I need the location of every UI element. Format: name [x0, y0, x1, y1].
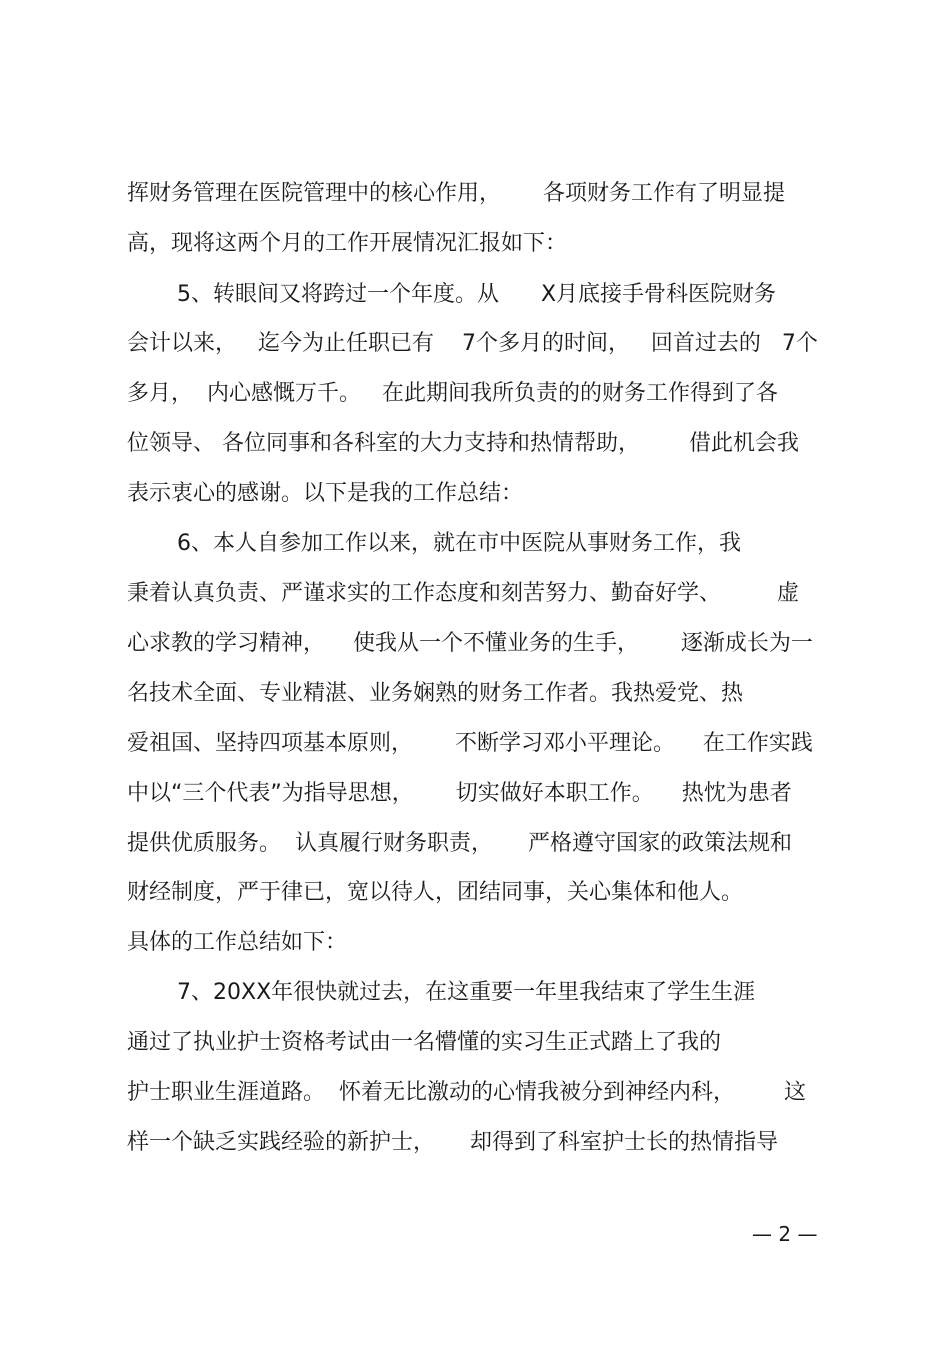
text-line-1: 挥财务管理在医院管理中的核心作用， 各项财务工作有了明显提 — [127, 181, 785, 206]
text-line-5: 多月， 内心感慨万千。 在此期间我所负责的的财务工作得到了各 — [127, 381, 778, 406]
text-line-20: 样一个缺乏实践经验的新护士， 却得到了科室护士长的热情指导 — [127, 1130, 778, 1155]
text-line-2: 高，现将这两个月的工作开展情况汇报如下： — [127, 231, 568, 256]
text-line-16: 具体的工作总结如下： — [127, 930, 348, 955]
text-line-10: 心求教的学习精神， 使我从一个不懂业务的生手， 逐渐成长为一 — [127, 631, 813, 656]
text-line-18: 通过了执业护士资格考试由一名懵懂的实习生正式踏上了我的 — [127, 1030, 722, 1055]
text-line-8: 6、本人自参加工作以来，就在市中医院从事财务工作，我 — [177, 531, 741, 556]
text-line-6: 位领导、 各位同事和各科室的大力支持和热情帮助， 借此机会我 — [127, 431, 799, 456]
text-line-9: 秉着认真负责、严谨求实的工作态度和刻苦努力、勤奋好学、 虚 — [127, 581, 799, 606]
text-line-19: 护士职业生涯道路。 怀着无比激动的心情我被分到神经内科， 这 — [127, 1080, 806, 1105]
text-line-14: 提供优质服务。 认真履行财务职责， 严格遵守国家的政策法规和 — [127, 831, 792, 856]
text-line-7: 表示衷心的感谢。以下是我的工作总结： — [127, 481, 524, 506]
text-line-12: 爱祖国、坚持四项基本原则， 不断学习邓小平理论。 在工作实践 — [127, 731, 813, 756]
page-number: — 2 — — [752, 1222, 818, 1246]
text-line-17: 7、20XX年很快就过去，在这重要一年里我结束了学生生涯 — [177, 980, 756, 1005]
text-line-13: 中以“三个代表”为指导思想， 切实做好本职工作。 热忱为患者 — [127, 781, 792, 806]
text-line-11: 名技术全面、专业精湛、业务娴熟的财务工作者。我热爱党、热 — [127, 681, 744, 706]
text-line-3: 5、转眼间又将跨过一个年度。从 X月底接手骨科医院财务 — [177, 282, 777, 307]
text-line-15: 财经制度，严于律已，宽以待人，团结同事，关心集体和他人。 — [127, 880, 744, 905]
text-line-4: 会计以来， 迄今为止任职已有 7个多月的时间， 回首过去的 7个 — [127, 331, 818, 356]
